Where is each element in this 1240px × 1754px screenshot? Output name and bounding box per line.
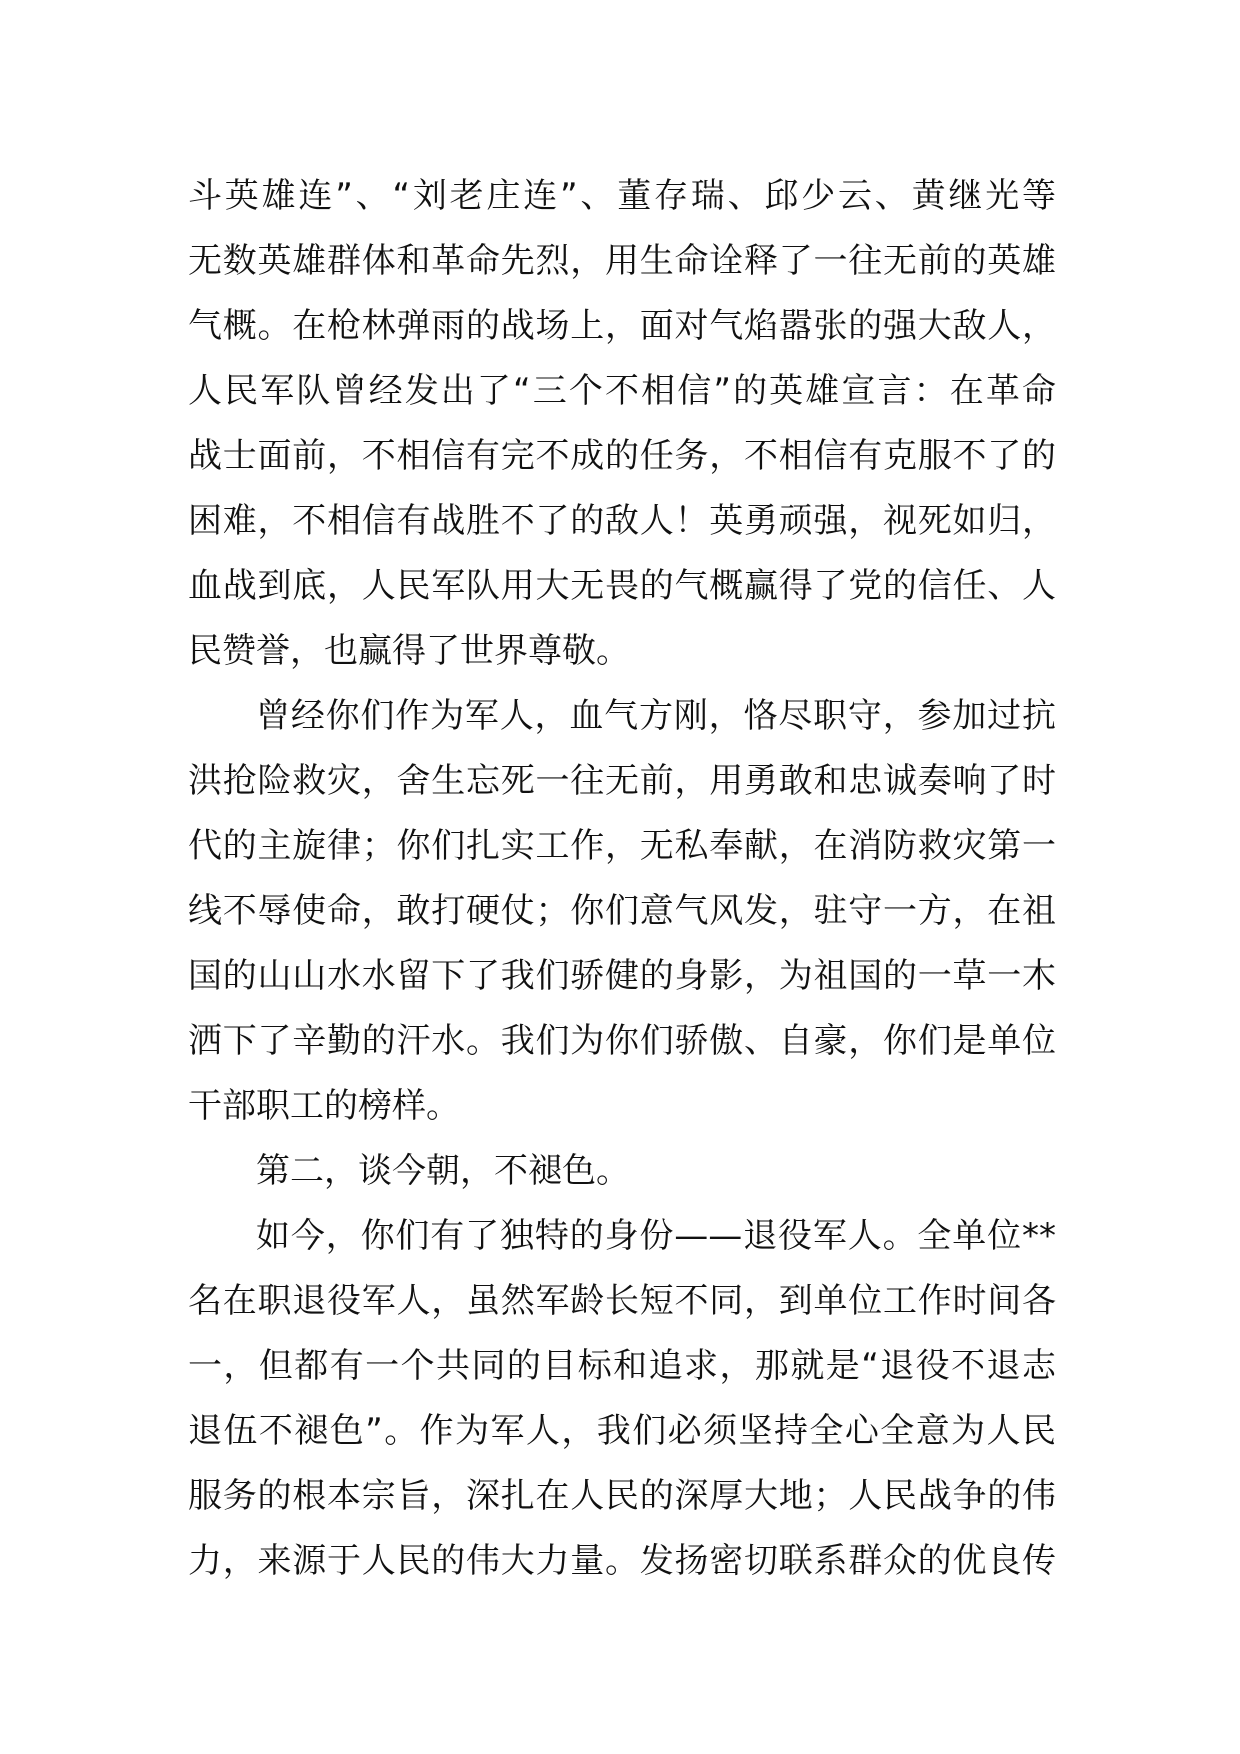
text-line: 斗英雄连”、“刘老庄连”、董存瑞、邱少云、黄继光等 — [188, 176, 1056, 216]
text-line: 一，但都有一个共同的目标和追求，那就是“退役不退志 — [188, 1346, 1056, 1386]
section-heading: 第二，谈今朝，不褪色。 — [256, 1151, 630, 1191]
body-text — [188, 164, 1056, 1594]
text-line: 力，来源于人民的伟大力量。发扬密切联系群众的优良传 — [188, 1541, 1056, 1581]
paragraph-start-line: 如今，你们有了独特的身份——退役军人。全单位** — [256, 1216, 1056, 1256]
text-line: 困难，不相信有战胜不了的敌人！英勇顽强，视死如归， — [188, 501, 1056, 541]
paragraph-start-line: 曾经你们作为军人，血气方刚，恪尽职守，参加过抗 — [256, 696, 1056, 736]
text-line: 血战到底，人民军队用大无畏的气概赢得了党的信任、人 — [188, 566, 1056, 606]
text-line: 洪抢险救灾，舍生忘死一往无前，用勇敢和忠诚奏响了时 — [188, 761, 1056, 801]
text-line: 洒下了辛勤的汗水。我们为你们骄傲、自豪，你们是单位 — [188, 1021, 1056, 1061]
text-line: 代的主旋律；你们扎实工作，无私奉献，在消防救灾第一 — [188, 826, 1056, 866]
text-line: 气概。在枪林弹雨的战场上，面对气焰嚣张的强大敌人， — [188, 306, 1056, 346]
text-line: 国的山山水水留下了我们骄健的身影，为祖国的一草一木 — [188, 956, 1056, 996]
text-line: 服务的根本宗旨，深扎在人民的深厚大地；人民战争的伟 — [188, 1476, 1056, 1516]
text-line: 人民军队曾经发出了“三个不相信”的英雄宣言：在革命 — [188, 371, 1056, 411]
text-line: 干部职工的榜样。 — [188, 1086, 460, 1126]
text-line: 无数英雄群体和革命先烈，用生命诠释了一往无前的英雄 — [188, 241, 1056, 281]
text-line: 退伍不褪色”。作为军人，我们必须坚持全心全意为人民 — [188, 1411, 1056, 1451]
text-line: 战士面前，不相信有完不成的任务，不相信有克服不了的 — [188, 436, 1056, 476]
text-line: 名在职退役军人，虽然军龄长短不同，到单位工作时间各 — [188, 1281, 1056, 1321]
text-line: 线不辱使命，敢打硬仗；你们意气风发，驻守一方，在祖 — [188, 891, 1056, 931]
text-line: 民赞誉，也赢得了世界尊敬。 — [188, 631, 630, 671]
